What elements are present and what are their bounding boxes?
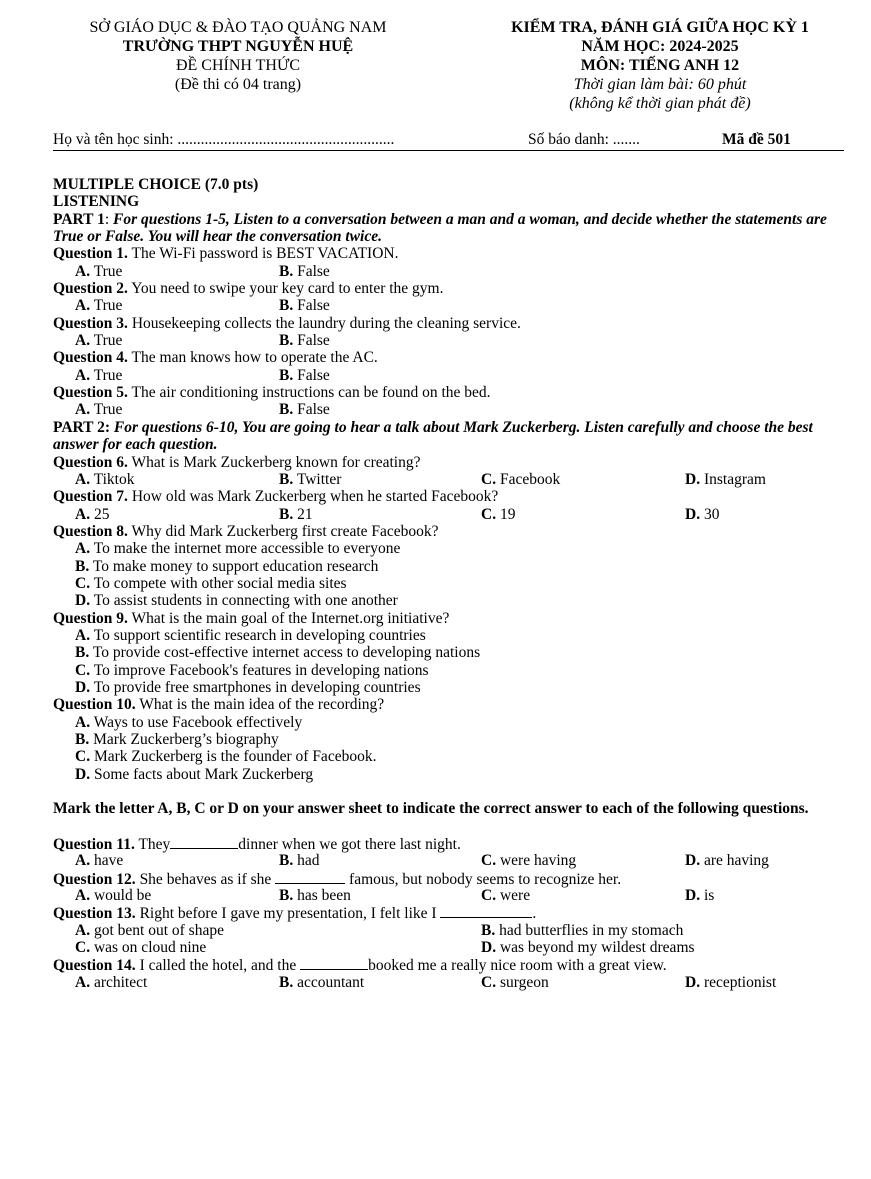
question-stem: Question 11. They dinner when we got there last night.	[53, 836, 461, 854]
option-a[interactable]: A. True	[75, 297, 123, 315]
answer-options	[53, 852, 844, 869]
exam-header	[470, 18, 850, 113]
option-a[interactable]: A. To make the internet more accessible to everyone	[75, 540, 401, 558]
option-c[interactable]: C. surgeon	[481, 973, 549, 991]
subject: MÔN: TIẾNG ANH 12	[580, 57, 740, 74]
option-b[interactable]: B. 21	[279, 505, 313, 523]
option-c[interactable]: C. were having	[481, 852, 577, 870]
option-d[interactable]: D. was beyond my wildest dreams	[481, 939, 695, 957]
answer-options	[53, 471, 844, 488]
spacer	[53, 783, 844, 800]
question-stem: Question 14. I called the hotel, and the booked me a really nice room with a great view.	[53, 957, 667, 975]
student-id-field: Số báo danh: .......	[528, 131, 640, 148]
answer-options	[53, 939, 844, 956]
option-a[interactable]: A. True	[75, 366, 123, 384]
option-c[interactable]: C. was on cloud nine	[75, 939, 207, 957]
option-a[interactable]: A. Tiktok	[75, 470, 135, 488]
duration: Thời gian làm bài: 60 phút	[573, 76, 747, 93]
official-exam-label: ĐỀ CHÍNH THỨC	[175, 57, 301, 74]
school-name: TRƯỜNG THPT NGUYỄN HUỆ	[122, 38, 354, 55]
option-a[interactable]: A. would be	[75, 887, 152, 905]
option-a[interactable]: A. True	[75, 401, 123, 419]
option-d[interactable]: D. To assist students in connecting with one another	[75, 592, 398, 610]
option-a[interactable]: A. True	[75, 262, 123, 280]
option-d[interactable]: D. 30	[685, 505, 720, 523]
exam-title: KIỂM TRA, ĐÁNH GIÁ GIỮA HỌC KỲ 1	[511, 19, 809, 36]
option-b[interactable]: B. has been	[279, 887, 351, 905]
option-a[interactable]: A. have	[75, 852, 124, 870]
listening-heading: LISTENING	[53, 193, 140, 211]
option-d[interactable]: D. To provide free smartphones in developing countries	[75, 678, 421, 696]
option-d[interactable]: D. receptionist	[685, 973, 777, 991]
part2-text: For questions 6-10, You are going to hear a talk about Mark Zuckerberg. Listen carefully and choose the best answer for each question.	[53, 418, 813, 454]
question-stem: Question 2. You need to swipe your key card to enter the gym.	[53, 280, 444, 298]
option-b[interactable]: B. had	[279, 852, 320, 870]
question-stem: Question 8. Why did Mark Zuckerberg first create Facebook?	[53, 522, 439, 540]
answer-options	[53, 922, 844, 939]
answer-options	[53, 297, 844, 314]
option-c[interactable]: C. were	[481, 887, 531, 905]
option-b[interactable]: B. had butterflies in my stomach	[481, 921, 684, 939]
question-stem: Question 10. What is the main idea of the recording?	[53, 696, 385, 714]
answer-options	[53, 263, 844, 280]
option-c[interactable]: C. Facebook	[481, 470, 561, 488]
section-title: MULTIPLE CHOICE (7.0 pts)	[53, 176, 259, 193]
department-name: SỞ GIÁO DỤC & ĐÀO TẠO QUẢNG NAM	[89, 19, 387, 36]
answer-options	[53, 974, 844, 991]
student-name-field: Họ và tên học sinh: ........................................................	[53, 131, 395, 148]
answer-options	[53, 401, 844, 418]
part2-label: PART 2:	[53, 418, 111, 436]
option-c[interactable]: C. Mark Zuckerberg is the founder of Facebook.	[75, 748, 377, 766]
part1-label: PART 1	[53, 210, 105, 228]
option-c[interactable]: C. 19	[481, 505, 516, 523]
question-stem: Question 12. She behaves as if she famous, but nobody seems to recognize her.	[53, 870, 622, 888]
answer-options	[53, 367, 844, 384]
question-stem: Question 3. Housekeeping collects the laundry during the cleaning service.	[53, 314, 521, 332]
option-d[interactable]: D. Instagram	[685, 470, 766, 488]
question-stem: Question 6. What is Mark Zuckerberg known for creating?	[53, 453, 421, 471]
answer-blank	[300, 956, 368, 970]
header-divider	[53, 150, 844, 151]
option-b[interactable]: B. Twitter	[279, 470, 342, 488]
option-b[interactable]: B. To make money to support education research	[75, 557, 379, 575]
part1-instructions: PART 1: For questions 1-5, Listen to a conversation between a man and a woman, and decide whether the statements are True or False. You will hear the conversation twice.	[53, 210, 827, 246]
page-count-note: (Đề thi có 04 trang)	[174, 76, 302, 93]
option-b[interactable]: B. False	[279, 366, 330, 384]
option-c[interactable]: C. To improve Facebook's features in developing nations	[75, 661, 429, 679]
school-header	[53, 18, 423, 94]
option-b[interactable]: B. False	[279, 401, 330, 419]
option-b[interactable]: B. False	[279, 332, 330, 350]
option-a[interactable]: A. Ways to use Facebook effectively	[75, 713, 303, 731]
answer-blank	[170, 835, 238, 849]
question-stem: Question 5. The air conditioning instructions can be found on the bed.	[53, 384, 491, 402]
option-b[interactable]: B. False	[279, 262, 330, 280]
part2-instructions	[53, 419, 844, 454]
exam-code: Mã đề 501	[722, 131, 791, 148]
question-stem: Question 4. The man knows how to operate the AC.	[53, 349, 378, 367]
duration-note: (không kể thời gian phát đề)	[569, 95, 751, 112]
question-stem: Question 9. What is the main goal of the Internet.org initiative?	[53, 609, 450, 627]
question-stem: Question 13. Right before I gave my presentation, I felt like I .	[53, 905, 537, 923]
answer-options	[53, 506, 844, 523]
option-a[interactable]: A. got bent out of shape	[75, 921, 224, 939]
option-a[interactable]: A. To support scientific research in developing countries	[75, 626, 426, 644]
part1-text: For questions 1-5, Listen to a conversation between a man and a woman, and decide whether the statements are True or False. You will hear the conversation twice.	[53, 210, 827, 246]
option-b[interactable]: B. False	[279, 297, 330, 315]
answer-blank	[275, 870, 345, 884]
option-d[interactable]: D. is	[685, 887, 715, 905]
option-a[interactable]: A. architect	[75, 973, 148, 991]
exam-body	[53, 176, 844, 991]
option-d[interactable]: D. are having	[685, 852, 769, 870]
answer-options	[53, 887, 844, 904]
grammar-instructions: Mark the letter A, B, C or D on your answer sheet to indicate the correct answer to each of the following questions.	[53, 800, 809, 818]
answer-blank	[440, 904, 532, 918]
option-b[interactable]: B. Mark Zuckerberg’s biography	[75, 731, 279, 748]
option-a[interactable]: A. 25	[75, 505, 110, 523]
school-year: NĂM HỌC: 2024-2025	[581, 38, 739, 55]
answer-options	[53, 332, 844, 349]
option-b[interactable]: B. accountant	[279, 973, 365, 991]
option-d[interactable]: D. Some facts about Mark Zuckerberg	[75, 765, 314, 783]
option-b[interactable]: B. To provide cost-effective internet access to developing nations	[75, 644, 481, 662]
option-a[interactable]: A. True	[75, 332, 123, 350]
question-stem: Question 7. How old was Mark Zuckerberg when he started Facebook?	[53, 488, 499, 506]
option-c[interactable]: C. To compete with other social media sites	[75, 574, 347, 592]
question-stem: Question 1. The Wi-Fi password is BEST VACATION.	[53, 245, 399, 263]
